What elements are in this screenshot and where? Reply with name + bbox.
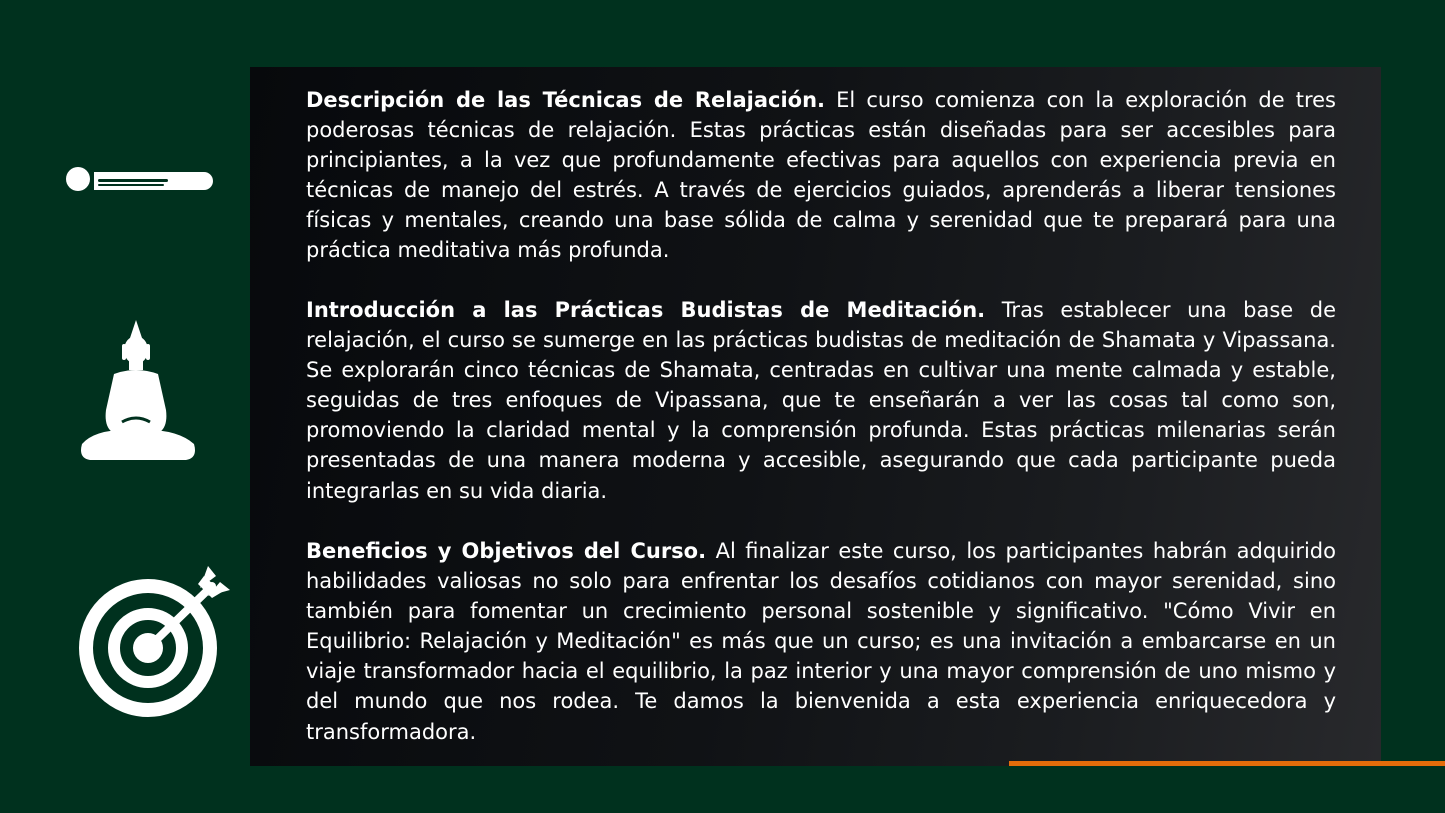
target-arrow-icon [76,562,234,720]
section-body: Tras establecer una base de relajación, el curso se sumerge en las prácticas budistas de meditación de Shamata y Vipassana. Se explorarán cinco técnicas de Shamata, centradas en cultivar una mente calmada y estable, seguidas de tres enfoques de Vipassana, que te enseñarán a ver las cosas tal como son, promoviendo la claridad mental y la comprensión profunda. Estas prácticas milenarias serán presentadas de una manera moderna y accesible, asegurando que cada participante pueda integrarlas en su vida diaria. [306,298,1336,503]
buddha-meditation-icon [76,318,200,464]
accent-divider [1009,761,1445,766]
section-relaxation [306,85,1336,266]
section-meditation [306,295,1336,506]
section-body: El curso comienza con la exploración de tres poderosas técnicas de relajación. Estas prácticas están diseñadas para ser accesibles para principiantes, a la vez que profundamente efectivas para aquellos con experiencia previa en técnicas de manejo del estrés. A través de ejercicios guiados, aprenderás a liberar tensiones físicas y mentales, creando una base sólida de calma y serenidad que te preparará para una práctica meditativa más profunda. [306,88,1336,263]
section-heading: Descripción de las Técnicas de Relajación. [306,88,825,112]
section-heading: Introducción a las Prácticas Budistas de Meditación. [306,298,986,322]
section-heading: Beneficios y Objetivos del Curso. [306,539,707,563]
lying-person-icon [62,160,214,196]
section-benefits [306,536,1336,747]
section-body: Al finalizar este curso, los participantes habrán adquirido habilidades valiosas no solo para enfrentar los desafíos cotidianos con mayor serenidad, sino también para fomentar un crecimiento personal sostenible y significativo. "Cómo Vivir en Equilibrio: Relajación y Meditación" es más que un curso; es una invitación a embarcarse en un viaje transformador hacia el equilibrio, la paz interior y una mayor comprensión de uno mismo y del mundo que nos rodea. Te damos la bienvenida a esta experiencia enriquecedora y transformadora. [306,539,1336,744]
